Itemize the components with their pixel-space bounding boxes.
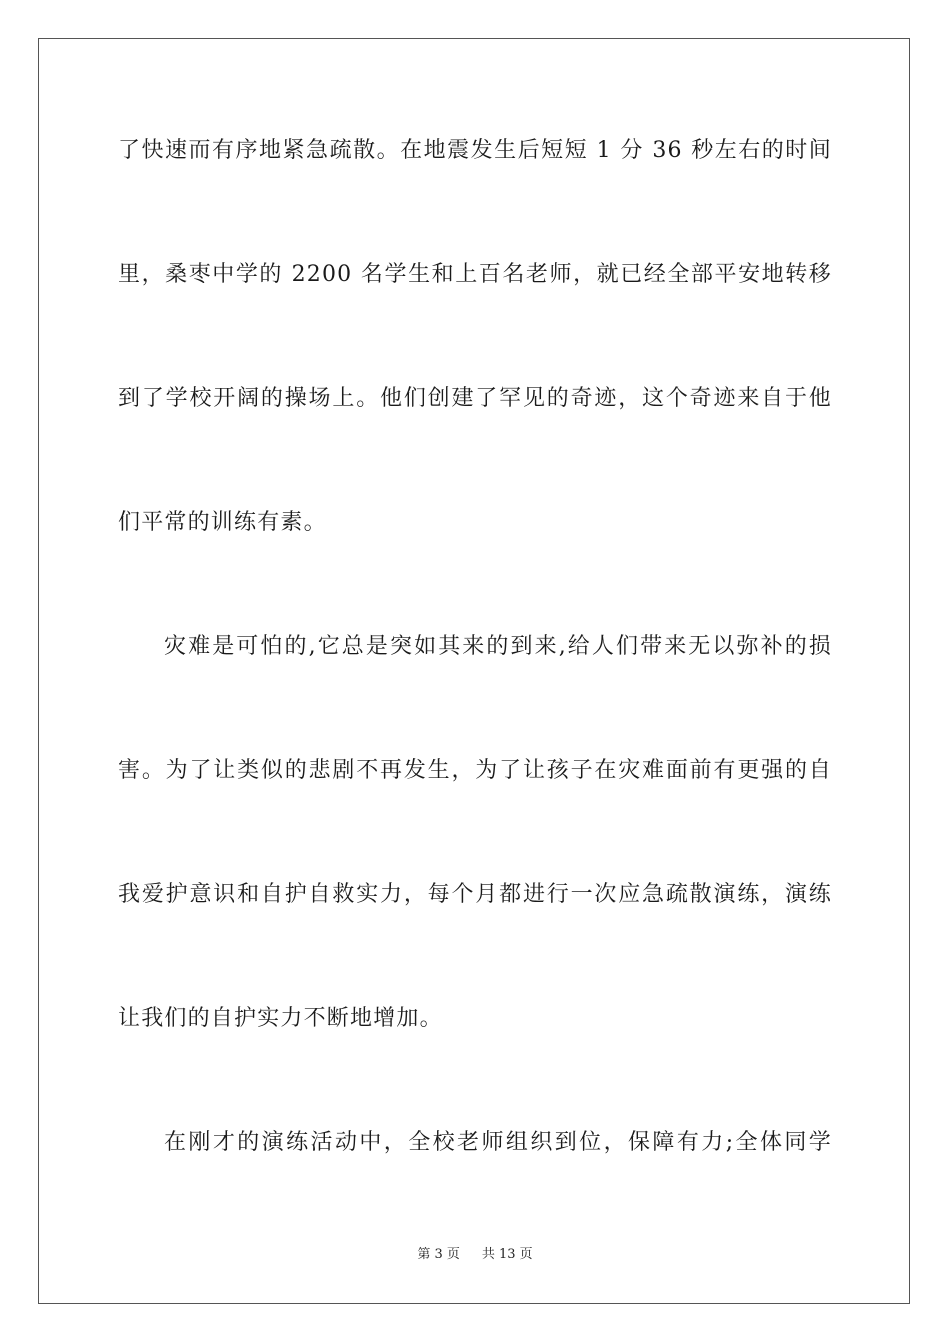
- paragraph-line: 里，桑枣中学的 2200 名学生和上百名老师，就已经全部平安地转移: [118, 262, 832, 287]
- page-number: 第 3 页: [417, 1247, 460, 1262]
- paragraph-line: 我爱护意识和自护自救实力，每个月都进行一次应急疏散演练，演练: [118, 882, 832, 907]
- paragraph-line: 到了学校开阔的操场上。他们创建了罕见的奇迹，这个奇迹来自于他: [118, 386, 832, 411]
- total-pages: 共 13 页: [481, 1247, 533, 1262]
- page-footer: [0, 1246, 950, 1264]
- paragraph-line: 让我们的自护实力不断地增加。: [118, 1006, 443, 1031]
- paragraph-line: 灾难是可怕的,它总是突如其来的到来,给人们带来无以弥补的损: [164, 634, 832, 659]
- paragraph-line: 们平常的训练有素。: [118, 510, 327, 535]
- paragraph-line: 在刚才的演练活动中，全校老师组织到位，保障有力;全体同学: [164, 1130, 832, 1155]
- paragraph-line: 害。为了让类似的悲剧不再发生，为了让孩子在灾难面前有更强的自: [118, 758, 832, 783]
- paragraph-line: 了快速而有序地紧急疏散。在地震发生后短短 1 分 36 秒左右的时间: [118, 138, 832, 163]
- page-border: [38, 38, 910, 1304]
